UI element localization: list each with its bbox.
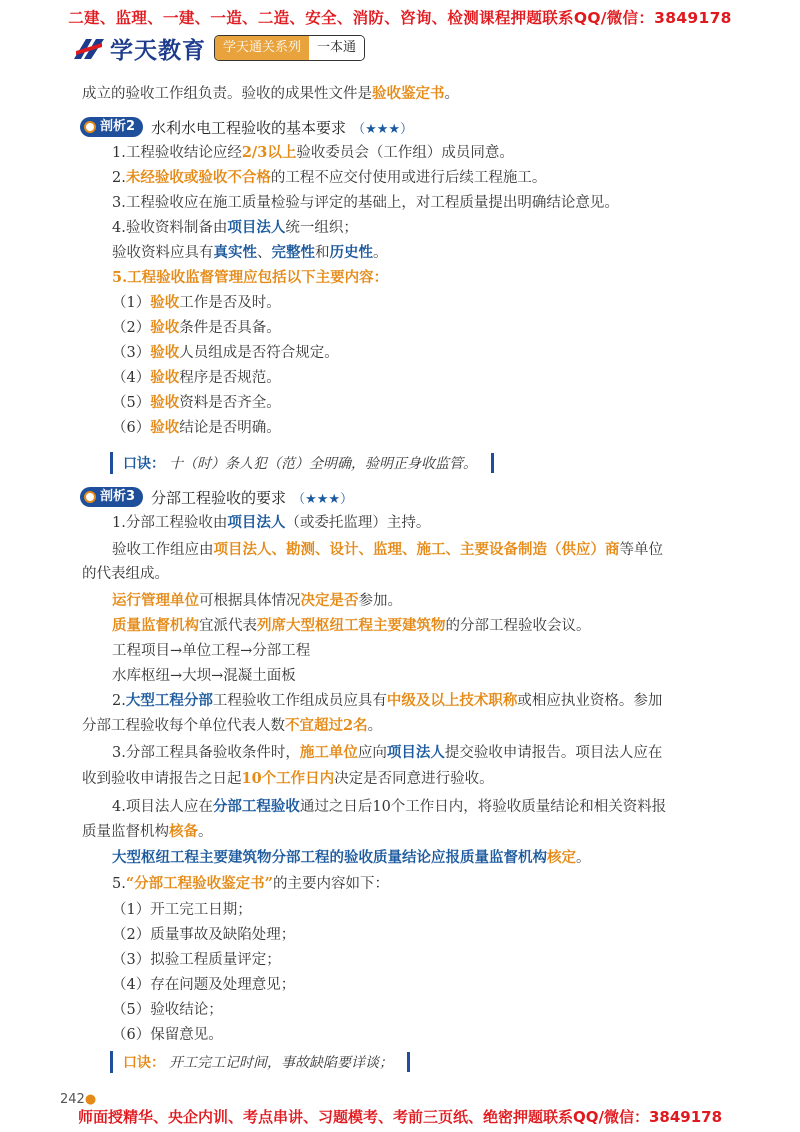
text: 。 xyxy=(373,245,388,261)
text: 1.分部工程验收由 xyxy=(112,515,228,531)
text: 宜派代表 xyxy=(199,618,257,634)
mnemonic-label: 口诀： xyxy=(123,1055,165,1071)
mnemonic-text: 十（时）条人犯（范）全明确，验明正身收监管。 xyxy=(169,456,477,472)
s3-item: （6）保留意见。 xyxy=(112,1027,223,1043)
text: 工作是否及时。 xyxy=(179,295,281,311)
text: 通过之日后10个工作日内，将验收质量结论和相关资料报 xyxy=(299,799,667,815)
highlight: 验收 xyxy=(150,294,180,311)
text: 或相应执业资格。参加 xyxy=(517,693,663,709)
s3-item: （4）存在问题及处理意见； xyxy=(112,977,296,993)
highlight: 验收 xyxy=(150,344,180,361)
text: 。 xyxy=(367,718,383,734)
star-rating: （★★★） xyxy=(292,491,354,507)
s2-mnemonic xyxy=(110,452,494,474)
highlight: 决定是否 xyxy=(300,592,359,609)
s3-item: （2）质量事故及缺陷处理； xyxy=(112,927,296,943)
item-num: （4） xyxy=(112,370,151,386)
text: 3.分部工程具备验收条件时， xyxy=(112,745,300,761)
text: 统一组织； xyxy=(285,220,358,236)
highlight: “分部工程验收鉴定书” xyxy=(125,875,274,892)
s3-p6: 水库枢纽→大坝→混凝土面板 xyxy=(112,668,296,684)
s3-p8 xyxy=(112,743,662,763)
highlight: 核备 xyxy=(169,823,198,840)
highlight: 分部工程验收 xyxy=(212,798,300,815)
text: 质量监督机构 xyxy=(82,824,169,840)
text: 、 xyxy=(257,245,272,261)
text: 收到验收申请报告之日起 xyxy=(82,771,242,787)
section-2-heading xyxy=(80,116,413,138)
s3-item: （5）验收结论； xyxy=(112,1002,223,1018)
s2-p5 xyxy=(112,243,388,263)
text: 资料是否齐全。 xyxy=(179,395,281,411)
mnemonic-text: 开工完工记时间，事故缺陷要详谈； xyxy=(169,1055,393,1071)
text: 提交验收申请报告。项目法人应在 xyxy=(444,745,663,761)
item-num: （6） xyxy=(112,420,151,436)
highlight: 验收 xyxy=(150,319,180,336)
text: 的主要内容如下： xyxy=(273,876,390,892)
series-name: 学天通关系列 xyxy=(215,36,309,60)
s3-p2 xyxy=(112,540,663,560)
text: 2. xyxy=(112,693,126,709)
s3-p2b: 的代表组成。 xyxy=(82,566,169,582)
s2-item xyxy=(112,343,339,363)
highlight: 10个工作日内 xyxy=(241,770,335,787)
text: 等单位 xyxy=(619,542,663,558)
text: 人员组成是否符合规定。 xyxy=(179,345,339,361)
s2-item xyxy=(112,318,281,338)
highlight: 质量监督机构 xyxy=(112,617,199,634)
series-badge xyxy=(214,35,365,61)
s3-p8b xyxy=(82,769,494,789)
section-tag xyxy=(80,117,143,137)
bottom-ad-banner: 师面授精华、央企内训、考点串讲、习题模考、考前三页纸、绝密押题联系QQ/微信：3849178 xyxy=(77,1108,723,1126)
highlight: 运行管理单位 xyxy=(112,592,199,609)
s3-p7b xyxy=(82,716,382,736)
highlight: 历史性 xyxy=(329,244,373,261)
text: 。 xyxy=(198,824,213,840)
text: 分部工程验收每个单位代表人数 xyxy=(82,718,285,734)
text: 的分部工程验收会议。 xyxy=(445,618,591,634)
item-num: （3） xyxy=(112,345,151,361)
s3-p9b xyxy=(82,822,213,842)
mnemonic-end-bar xyxy=(491,453,494,473)
s2-p6: 5.工程验收监督管理应包括以下主要内容： xyxy=(112,269,389,286)
section-title: 分部工程验收的要求 xyxy=(151,488,287,507)
s2-p4 xyxy=(112,218,358,238)
s2-item xyxy=(112,293,281,313)
page-number-text: 242 xyxy=(60,1092,85,1107)
text: 决定是否同意进行验收。 xyxy=(334,771,494,787)
highlight: 列席大型枢纽工程主要建筑物 xyxy=(257,617,446,634)
text: 验收委员会（工作组）成员同意。 xyxy=(296,145,514,161)
s3-item: （3）拟验工程质量评定； xyxy=(112,952,281,968)
tag-label: 剖析2 xyxy=(100,119,136,134)
brand-logo-icon xyxy=(72,33,106,63)
s2-item xyxy=(112,393,281,413)
highlight: 不宜超过2名 xyxy=(285,717,368,734)
highlight: 项目法人 xyxy=(227,514,286,531)
text: 验收工作组应由 xyxy=(112,542,214,558)
highlight: 验收 xyxy=(150,394,180,411)
text: 成立的验收工作组负责。验收的成果性文件是 xyxy=(82,86,372,102)
section-title: 水利水电工程验收的基本要求 xyxy=(151,118,347,137)
s2-item xyxy=(112,368,281,388)
s2-p1 xyxy=(112,143,514,163)
item-num: （2） xyxy=(112,320,151,336)
text: 。 xyxy=(576,850,591,866)
highlight: 2/3以上 xyxy=(241,144,297,161)
highlight: 项目法人 xyxy=(386,744,445,761)
s3-p11 xyxy=(112,874,389,894)
text: 1.工程验收结论应经 xyxy=(112,145,242,161)
text: （或委托监理） xyxy=(285,515,387,531)
highlight: 验收鉴定书 xyxy=(372,85,445,102)
highlight: 施工单位 xyxy=(299,744,358,761)
highlight: 工程的验收质量结论应报质量监督机构 xyxy=(300,849,547,866)
highlight: 真实性 xyxy=(213,244,257,261)
page-dot-icon: ● xyxy=(84,1092,97,1107)
text: 5. xyxy=(112,876,126,892)
highlight: 中级及以上技术职称 xyxy=(386,692,518,709)
text: 参加。 xyxy=(358,593,402,609)
brand-header xyxy=(72,31,365,65)
tag-label: 剖析3 xyxy=(100,489,136,504)
s3-p9 xyxy=(112,797,666,817)
s2-item xyxy=(112,418,281,438)
highlight: 大型枢纽工程主要建筑物分部 xyxy=(112,849,301,866)
text: 主持。 xyxy=(386,515,431,531)
text: 的工程不应交付使用或进行后续工程施工。 xyxy=(270,170,547,186)
text: 程序是否规范。 xyxy=(179,370,281,386)
s3-item: （1）开工完工日期； xyxy=(112,902,252,918)
highlight: 大型工程分部 xyxy=(125,692,213,709)
highlight: 项目法人 xyxy=(227,219,286,236)
intro-line xyxy=(82,84,459,104)
text: 应向 xyxy=(357,745,387,761)
highlight: 核定 xyxy=(547,849,576,866)
brand-name: 学天教育 xyxy=(110,37,206,64)
section-tag xyxy=(80,487,143,507)
s3-p1 xyxy=(112,513,430,533)
mnemonic-end-bar xyxy=(407,1052,410,1072)
series-sub: 一本通 xyxy=(309,36,364,60)
item-num: （1） xyxy=(112,295,151,311)
s3-p4 xyxy=(112,616,591,636)
text: 4.项目法人应在 xyxy=(112,799,213,815)
text: 和 xyxy=(315,245,330,261)
text: 。 xyxy=(444,86,459,102)
highlight: 未经验收或验收不合格 xyxy=(125,169,271,186)
text: 可根据具体情况 xyxy=(199,593,301,609)
star-rating: （★★★） xyxy=(352,121,414,137)
text: 2. xyxy=(112,170,126,186)
highlight: 项目法人、勘测、设计、监理、施工、主要设备制造（供应）商 xyxy=(213,541,620,558)
s3-p10 xyxy=(112,848,591,868)
s3-mnemonic xyxy=(110,1051,410,1073)
top-ad-banner: 二建、监理、一建、一造、二造、安全、消防、咨询、检测课程押题联系QQ/微信：3849178 xyxy=(68,9,732,27)
tag-dot-icon xyxy=(84,121,96,133)
item-num: （5） xyxy=(112,395,151,411)
highlight: 验收 xyxy=(150,419,180,436)
s2-p3: 3.工程验收应在施工质量检验与评定的基础上，对工程质量提出明确结论意见。 xyxy=(112,195,619,211)
highlight: 验收 xyxy=(150,369,180,386)
text: 工程验收工作组成员应具有 xyxy=(212,693,387,709)
s3-p5: 工程项目→单位工程→分部工程 xyxy=(112,643,311,659)
section-3-heading xyxy=(80,486,353,508)
highlight: 完整性 xyxy=(271,244,315,261)
page-number xyxy=(60,1092,96,1107)
s3-p3 xyxy=(112,591,402,611)
text: 条件是否具备。 xyxy=(179,320,281,336)
s3-p7 xyxy=(112,691,662,711)
mnemonic-label: 口诀： xyxy=(123,456,165,472)
text: 验收资料应具有 xyxy=(112,245,214,261)
s2-p2 xyxy=(112,168,546,188)
tag-dot-icon xyxy=(84,491,96,503)
text: 结论是否明确。 xyxy=(179,420,281,436)
text: 4.验收资料制备由 xyxy=(112,220,228,236)
